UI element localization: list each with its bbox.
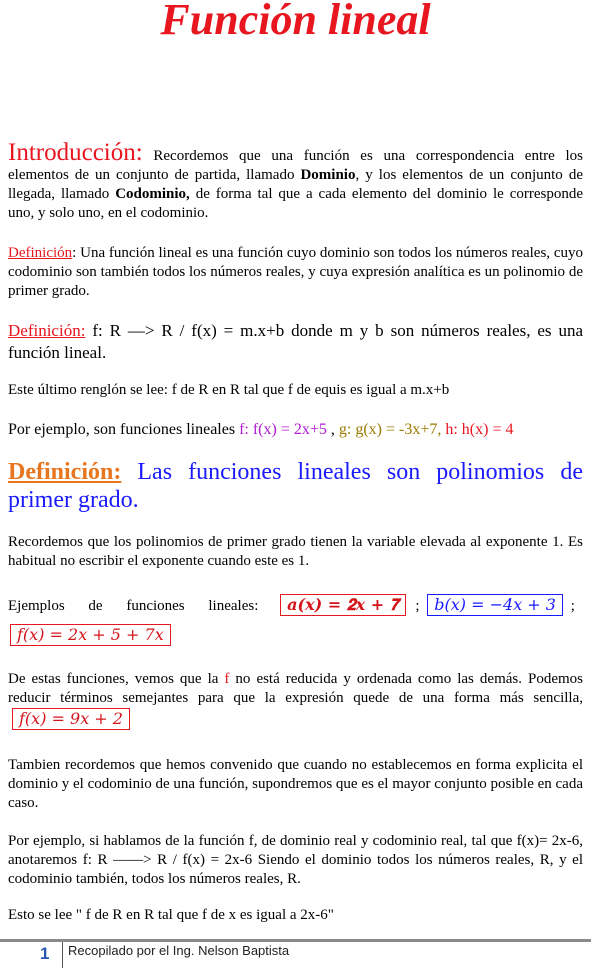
definition-1: Definición: Una función lineal es una función cuyo dominio son todos los números reales, cuyo codominio son también todos los números reales, y cuya expresión analítica es un polinomio de primer grado. <box>8 245 583 299</box>
example-3-paragraph: Por ejemplo, si hablamos de la función f, de dominio real y codominio real, tal que f(x)= 2x-6, anotaremos f: R ——> R / f(x) = 2x-6 Siendo el dominio todos los números reales, R, y el codominio también, todos los números reales, R. <box>8 833 583 887</box>
footer-separator <box>62 942 63 968</box>
definition-1-label: Definición <box>8 245 73 261</box>
recall-paragraph: Recordemos que los polinomios de primer grado tienen la variable elevada al exponente 1. Es habitual no escribir el exponente cuando este es 1. <box>8 534 583 569</box>
page-number: 1 <box>40 944 50 963</box>
example-h: h: h(x) = 4 <box>445 421 514 438</box>
footer-text: Recopilado por el Ing. Nelson Baptista <box>68 943 290 958</box>
reduce-paragraph: De estas funciones, vemos que la f no está reducida y ordenada como las demás. Podemos reducir términos semejantes para que la expresión quede de una forma más sencilla, 𝑓(𝑥) = 9𝑥 + 2 <box>8 671 583 728</box>
tambien-paragraph: Tambien recordemos que hemos convenido que cuando no establecemos en forma explicita el dominio y el codominio de una función, supondremos que es el mayor conjunto posible en cada caso. <box>8 757 583 811</box>
definition-3: Definición: Las funciones lineales son polinomios de primer grado. <box>8 459 583 513</box>
reading-line: Este último renglón se lee: f de R en R tal que f de equis es igual a m.x+b <box>8 382 450 398</box>
formula-b: 𝑏(𝑥) = −4𝑥 + 3 <box>427 594 563 616</box>
definition-2: Definición: f: R —> R / f(x) = m.x+b donde m y b son números reales, es una función lineal. <box>8 321 583 362</box>
definition-3-label: Definición: <box>8 459 122 485</box>
example-f: f: f(x) = 2x+5 <box>239 421 327 438</box>
examples-line-1: Por ejemplo, son funciones lineales f: f(x) = 2x+5 , g: g(x) = -3x+7, h: h(x) = 4 <box>8 421 514 438</box>
intro-label: Introducción: <box>8 139 143 166</box>
definition-2-label: Definición: <box>8 321 86 340</box>
intro-paragraph: Introducción: Recordemos que una función es una correspondencia entre los elementos de un conjunto de partida, llamado Dominio, y los elementos de un conjunto de llegada, llamado Codominio, de forma tal que a cada elemento del dominio le corresponde uno, y solo uno, en el codominio. <box>8 139 583 221</box>
page-title: Función lineal <box>160 0 431 44</box>
example-g: g: g(x) = -3x+7, <box>338 421 442 438</box>
formula-f-line <box>8 624 583 646</box>
reading-line-2: Esto se lee " f de R en R tal que f de x es igual a 2x-6" <box>8 907 334 923</box>
formula-reduced: 𝑓(𝑥) = 9𝑥 + 2 <box>12 708 130 730</box>
formula-a: 𝒂(𝒙) = 𝟐𝒙 + 𝟕 <box>280 594 405 616</box>
examples-line-2: Ejemplos de funciones lineales: 𝒂(𝒙) = 𝟐𝒙 + 𝟕 ; 𝑏(𝑥) = −4𝑥 + 3 ; <box>8 595 575 614</box>
formula-f: 𝑓(𝑥) = 2𝑥 + 5 + 7𝑥 <box>10 624 171 646</box>
footer-rule <box>0 939 591 942</box>
